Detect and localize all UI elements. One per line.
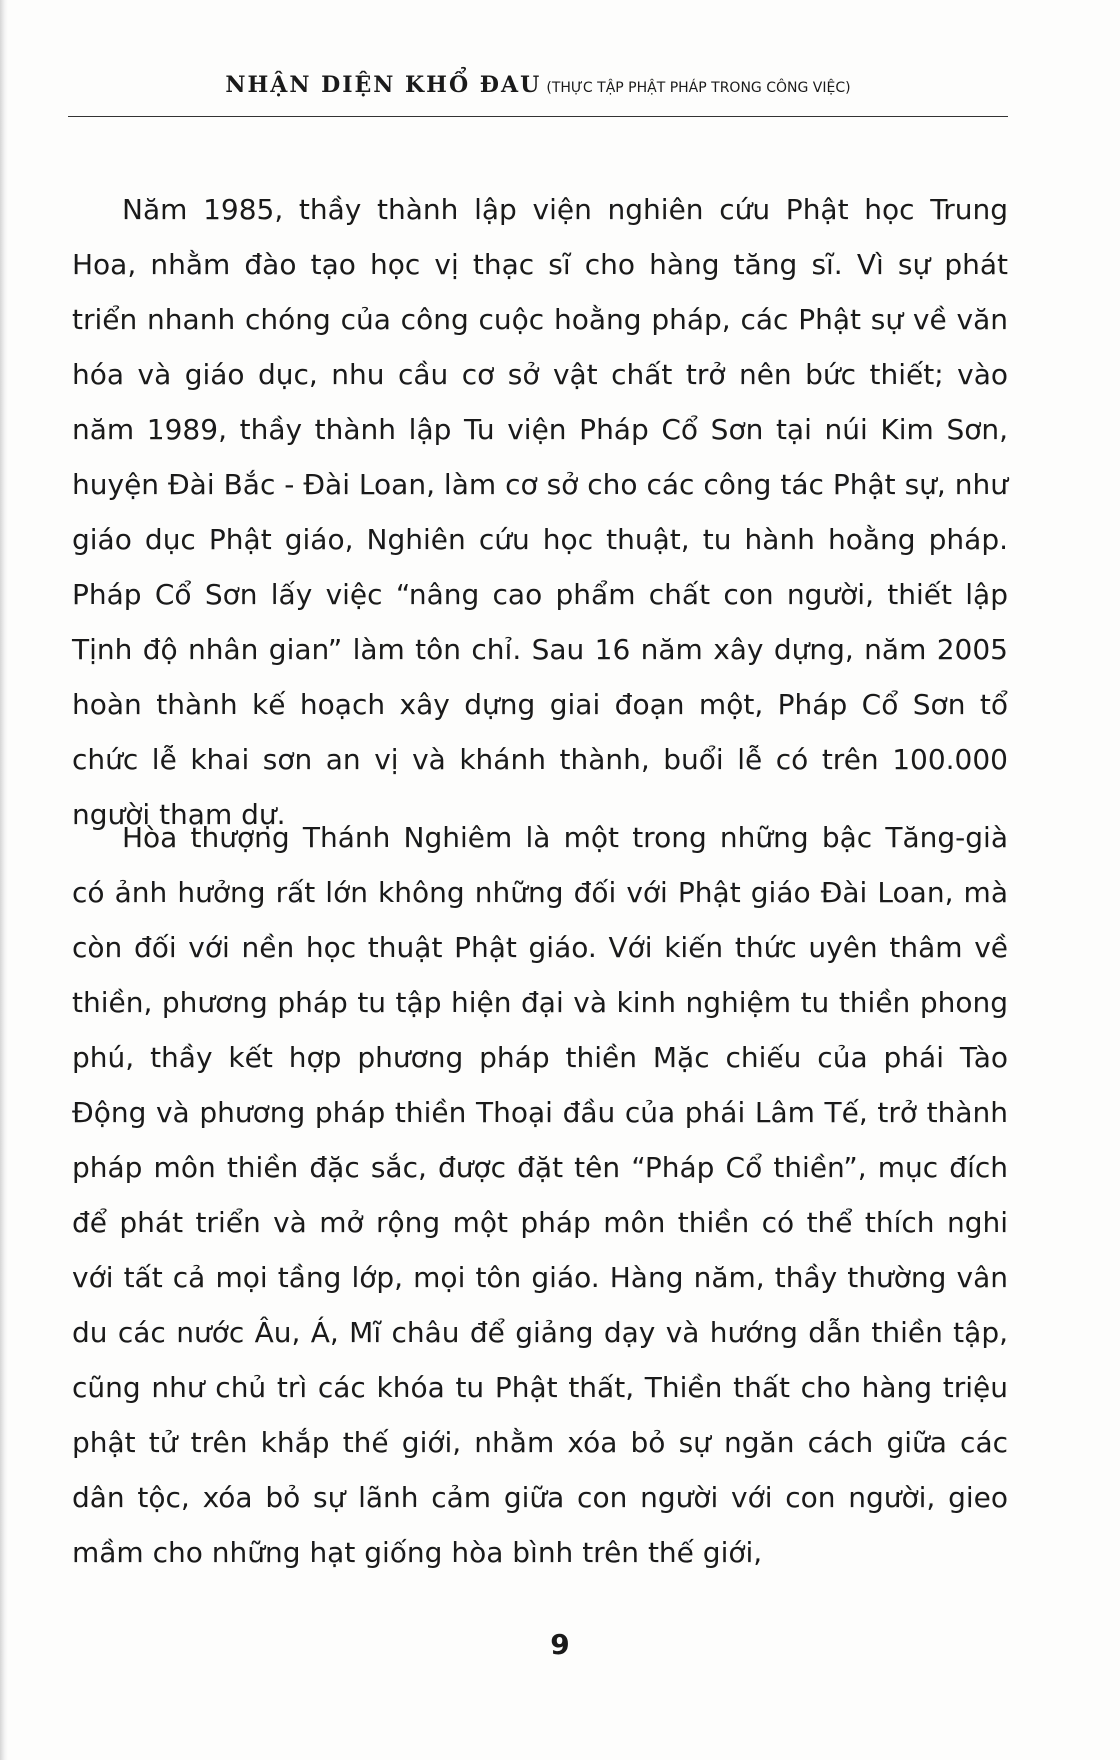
header-divider — [68, 116, 1008, 117]
running-header — [68, 72, 1008, 122]
header-subtitle: (THỰC TẬP PHẬT PHÁP TRONG CÔNG VIỆC) — [546, 80, 851, 96]
paragraph-1: Năm 1985, thầy thành lập viện nghiên cứu Phật học Trung Hoa, nhằm đào tạo học vị thạc sĩ cho hàng tăng sĩ. Vì sự phát triển nhanh chóng của công cuộc hoằng pháp, các Phật sự về văn hóa và giáo dục, nhu cầu cơ sở vật chất trở nên bức thiết; vào năm 1989, thầy thành lập Tu viện Pháp Cổ Sơn tại núi Kim Sơn, huyện Đài Bắc - Đài Loan, làm cơ sở cho các công tác Phật sự, như giáo dục Phật giáo, Nghiên cứu học thuật, tu hành hoằng pháp. Pháp Cổ Sơn lấy việc “nâng cao phẩm chất con người, thiết lập Tịnh độ nhân gian” làm tôn chỉ. Sau 16 năm xây dựng, năm 2005 hoàn thành kế hoạch xây dựng giai đoạn một, Pháp Cổ Sơn tổ chức lễ khai sơn an vị và khánh thành, buổi lễ có trên 100.000 người tham dự. — [72, 193, 1008, 831]
page-binding-edge — [0, 0, 8, 1760]
header-title: NHẬN DIỆN KHỔ ĐAU — [225, 72, 542, 98]
paragraph-2: Hòa thượng Thánh Nghiêm là một trong những bậc Tăng-già có ảnh hưởng rất lớn không những đối với Phật giáo Đài Loan, mà còn đối với nền học thuật Phật giáo. Với kiến thức uyên thâm về thiền, phương pháp tu tập hiện đại và kinh nghiệm tu thiền phong phú, thầy kết hợp phương pháp thiền Mặc chiếu của phái Tào Động và phương pháp thiền Thoại đầu của phái Lâm Tế, trở thành pháp môn thiền đặc sắc, được đặt tên “Pháp Cổ thiền”, mục đích để phát triển và mở rộng một pháp môn thiền có thể thích nghi với tất cả mọi tầng lớp, mọi tôn giáo. Hàng năm, thầy thường vân du các nước Âu, Á, Mĩ châu để giảng dạy và hướng dẫn thiền tập, cũng như chủ trì các khóa tu Phật thất, Thiền thất cho hàng triệu phật tử trên khắp thế giới, nhằm xóa bỏ sự ngăn cách giữa các dân tộc, xóa bỏ sự lãnh cảm giữa con người với con người, gieo mầm cho những hạt giống hòa bình trên thế giới, — [72, 821, 1008, 1569]
page-number: 9 — [550, 1628, 570, 1661]
